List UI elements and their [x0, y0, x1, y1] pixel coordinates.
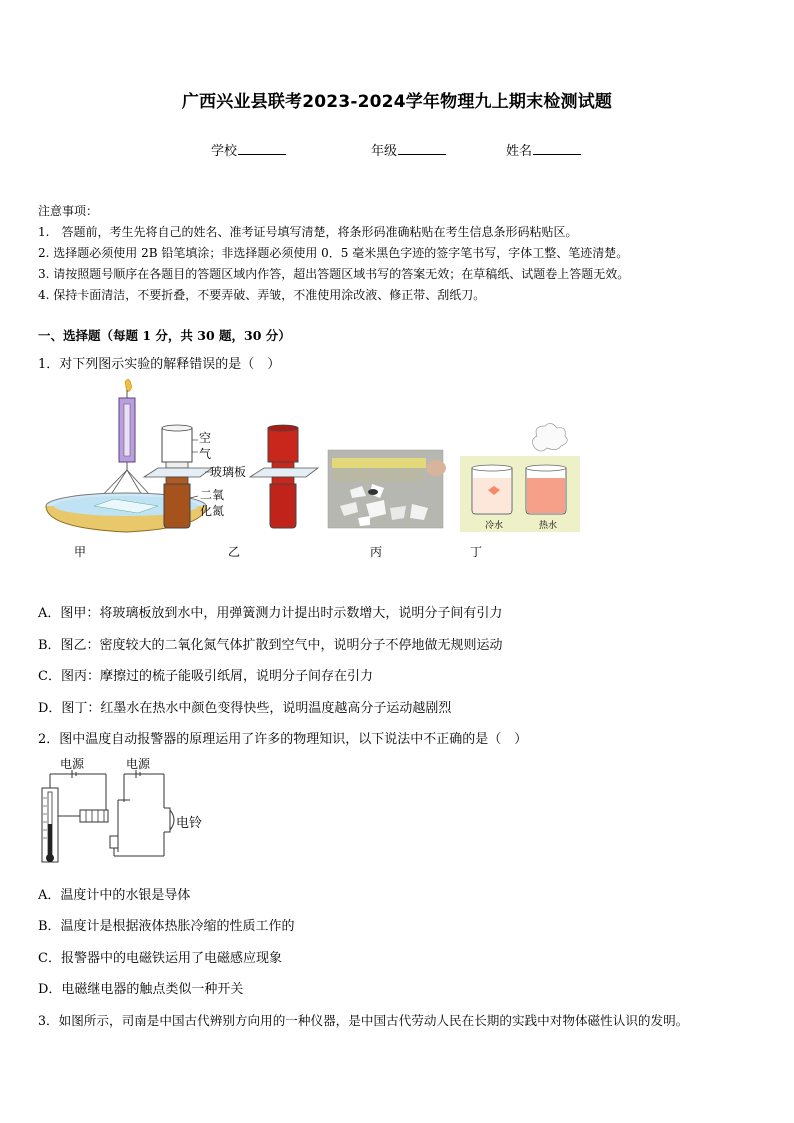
q1-option-d: D．图丁：红墨水在热水中颜色变得快些，说明温度越高分子运动越剧烈 [38, 701, 452, 716]
q1-option-b: B．图乙：密度较大的二氧化氮气体扩散到空气中，说明分子不停地做无规则运动 [38, 638, 503, 653]
school-label: 学校 [211, 144, 238, 159]
q1-option-a: A．图甲：将玻璃板放到水中，用弹簧测力计提出时示数增大，说明分子间有引力 [38, 606, 503, 621]
name-label: 姓名 [506, 144, 533, 159]
fig-label-ding: 丁 [470, 545, 483, 559]
q2-power-label-2: 电源 [126, 757, 151, 771]
name-blank [533, 142, 581, 155]
grade-blank [398, 142, 446, 155]
q2-option-c: C．报警器中的电磁铁运用了电磁感应现象 [38, 951, 282, 966]
ding-cold-label: 冷水 [485, 521, 504, 531]
figure-ding [460, 423, 580, 532]
name-field [506, 140, 581, 159]
figure-yi [144, 425, 318, 528]
q1-option-c: C．图丙：摩擦过的梳子能吸引纸屑，说明分子间存在引力 [38, 669, 373, 684]
fig-label-yi: 乙 [228, 545, 241, 559]
notice-item-3: 3. 请按照题号顺序在各题目的答题区域内作答，超出答题区域书写的答案无效；在草稿纸、试题卷上答题无效。 [38, 267, 630, 281]
q1-stem: 1．对下列图示实验的解释错误的是（ ） [38, 357, 281, 372]
notice-heading: 注意事项： [38, 204, 99, 218]
notice-item-4: 4. 保持卡面清洁，不要折叠，不要弄破、弄皱，不准使用涂改液、修正带、刮纸刀。 [38, 288, 486, 302]
school-blank [238, 142, 286, 155]
fig-label-jia: 甲 [74, 545, 87, 559]
yi-no2-label-2: 化氮 [200, 504, 225, 518]
ding-hot-label: 热水 [539, 521, 558, 531]
notice-item-1: 1. 答题前，考生先将自己的姓名、准考证号填写清楚，将条形码准确粘贴在考生信息条形码粘贴区。 [38, 225, 578, 239]
q2-bell-label: 电铃 [176, 816, 203, 831]
q2-option-d: D．电磁继电器的触点类似一种开关 [38, 982, 244, 997]
q3-stem: 3．如图所示，司南是中国古代辨别方向用的一种仪器，是中国古代劳动人民在长期的实践中对物体磁性认识的发明。 [38, 1013, 689, 1028]
q2-option-b: B．温度计是根据液体热胀冷缩的性质工作的 [38, 919, 295, 934]
q2-figure [36, 752, 216, 870]
grade-label: 年级 [371, 144, 398, 159]
q2-stem: 2．图中温度自动报警器的原理运用了许多的物理知识，以下说法中不正确的是（ ） [38, 732, 528, 747]
page-title: 广西兴业县联考2023-2024学年物理九上期末检测试题 [181, 92, 613, 112]
notice-item-2: 2. 选择题必须使用 2B 铅笔填涂；非选择题必须使用 0．5 毫米黑色字迹的签字笔书写，字体工整、笔迹清楚。 [38, 246, 629, 260]
grade-field [371, 140, 446, 159]
fig-label-bing: 丙 [370, 545, 383, 559]
q1-figure [40, 378, 600, 564]
yi-air-label-2: 气 [199, 447, 212, 461]
yi-no2-label-1: 二氧 [200, 488, 225, 502]
yi-air-label-1: 空 [199, 431, 212, 445]
school-field [211, 140, 286, 159]
q2-option-a: A．温度计中的水银是导体 [38, 888, 191, 903]
yi-glass-label: 玻璃板 [210, 465, 247, 479]
section-heading: 一、选择题（每题 1 分，共 30 题，30 分） [38, 328, 291, 343]
q2-power-label-1: 电源 [60, 757, 85, 771]
figure-bing [328, 450, 446, 528]
